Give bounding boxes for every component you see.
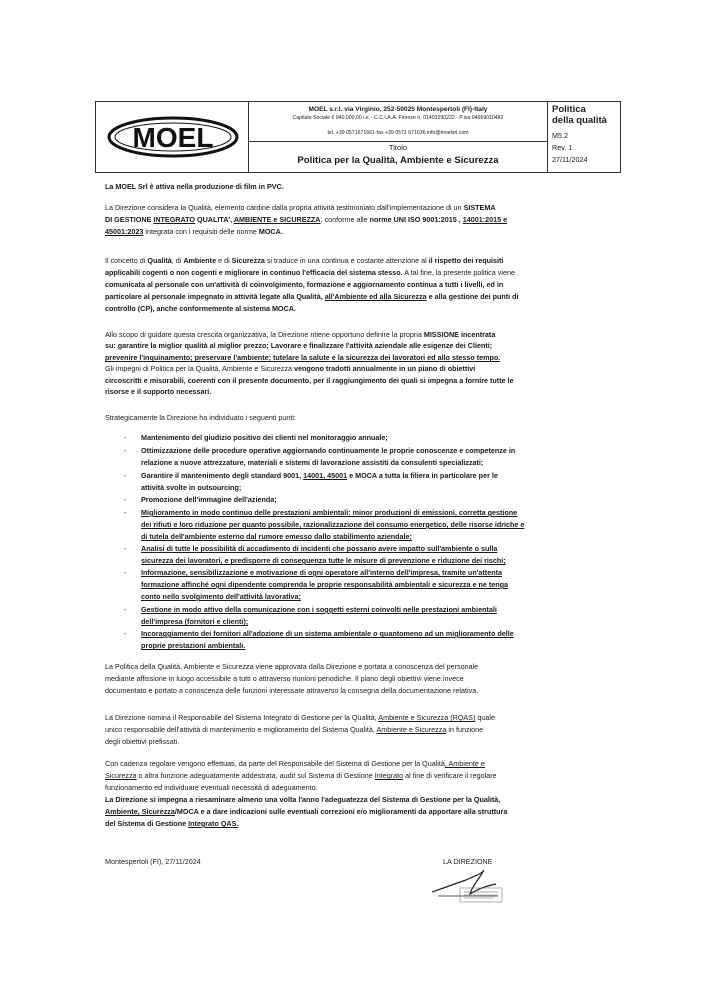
bullet-2-line-2: relazione a nuove attrezzature, materiali e sistemi di lavorazione assistiti da consulenti specializzati; bbox=[141, 458, 484, 467]
p8-line-3: funzionamento ed individuare eventuali necessità di adeguamento. bbox=[105, 783, 318, 792]
document-header bbox=[95, 101, 621, 173]
p4-line-1: Allo scopo di guidare questa crescita organizzativa, la Direzione ritiene opportuno definire la propria MISSIONE incentrata bbox=[105, 330, 496, 339]
title-label: Titolo bbox=[388, 143, 408, 152]
bullet-5-line-3: di tutela dell'ambiente esterno dal rumore emesso dallo stabilimento aziendale; bbox=[141, 532, 412, 541]
signature-stamp bbox=[424, 866, 514, 906]
p8-line-1: Con cadenza regolare vengono effettuati, da parte del Responsabile del Sistema di Gestione per la Qualità, Ambiente e bbox=[105, 759, 485, 768]
logo-text: MOEL bbox=[132, 122, 214, 153]
p3-line-3: comunicata al personale con un'attività di coinvolgimento, formazione e aggiornamento continua a tutti i livelli, ed in bbox=[105, 280, 504, 289]
bullet-3-line-2: attività svolte in outsourcing; bbox=[141, 483, 242, 492]
p6-line-3: documentato e portato a conoscenza delle funzioni interessate attraverso la consegna della documentazione relativa. bbox=[105, 686, 479, 695]
doc-title-1: Politica bbox=[552, 104, 586, 115]
bullet-1-line-1: Mantenimento del giudizio positivo dei clienti nel monitoraggio annuale; bbox=[141, 433, 388, 442]
company-line: MOEL s.r.l. via Virginio, 252-50025 Montespertoli (FI)-Italy bbox=[308, 106, 488, 113]
bullet-dash: - bbox=[124, 605, 127, 614]
p6-line-1: La Politica della Qualità, Ambiente e Sicurezza viene approvata dalla Direzione e portata a conoscenza del personale bbox=[105, 662, 479, 671]
p3-line-2: applicabili cogenti o non cogenti e migliorare in continuo l'efficacia del sistema stesso. A tal fine, la presente politica viene bbox=[105, 268, 515, 277]
contact-line: tel. +39 0571671661-fax +39 0571 671636 info@moelsrl.com bbox=[327, 130, 469, 136]
bullet-dash: - bbox=[124, 544, 127, 553]
logo-cell bbox=[96, 102, 249, 172]
p3-line-4: particolare al personale impegnato in attività legate alla Qualità, all'Ambiente ed alla Sicurezza e alla gestione dei punti di bbox=[105, 292, 519, 301]
intro-paragraph: La MOEL Srl è attiva nella produzione di film in PVC. bbox=[105, 182, 284, 191]
bullet-3-line-1: Garantire il mantenimento degli standard 9001, 14001, 45001 e MOCA a tutta la filiera in particolare per le bbox=[141, 471, 498, 480]
bullet-dash: - bbox=[124, 446, 127, 455]
doc-title-2: della qualità bbox=[552, 115, 607, 126]
p4-line-4: Gli impegni di Politica per la Qualità, Ambiente e Sicurezza vengono tradotti annualmente in un piano di obiettivi bbox=[105, 364, 476, 373]
p7-line-2: unico responsabile dell'attività di mantenimento e miglioramento del Sistema Qualità, Ambiente e Sicurezza in funzione bbox=[105, 725, 484, 734]
doc-type bbox=[552, 104, 620, 126]
p7-line-3: degli obiettivi prefissati. bbox=[105, 737, 180, 746]
header-right bbox=[548, 102, 620, 172]
header-middle bbox=[249, 102, 548, 172]
bullet-8-line-2: dell'impresa (fornitori e clienti); bbox=[141, 617, 249, 626]
bullet-6-line-2: sicurezza dei lavoratori, e predisporre di conseguenza tutte le misure di prevenzione e riduzione dei rischi; bbox=[141, 556, 506, 565]
bullet-dash: - bbox=[124, 433, 127, 442]
p9-line-1: La Direzione si impegna a riesaminare almeno una volta l'anno l'adeguatezza del Sistema di Gestione per la Qualità, bbox=[105, 795, 501, 804]
doc-date: 27/11/2024 bbox=[552, 155, 588, 164]
moel-logo bbox=[106, 116, 240, 158]
bullet-dash: - bbox=[124, 568, 127, 577]
p9-line-2: Ambiente, Sicurezza/MOCA e a dare indicazioni sulle eventuali correzioni e/o miglioramenti da apportare alla struttura bbox=[105, 807, 508, 816]
p4-line-5: circoscritti e misurabili, coerenti con il presente documento, per il raggiungimento dei quali si impegna a fornire tutte le bbox=[105, 376, 514, 385]
p8-line-2: Sicurezza o altra funzione adeguatamente addestrata, audit sul Sistema di Gestione Integrato al fine di verificare il regolare bbox=[105, 771, 497, 780]
bullet-7-line-1: Informazione, sensibilizzazione e motivazione di ogni operatore all'interno dell'impresa, tramite un'attenta bbox=[141, 568, 502, 577]
bullet-5-line-1: Miglioramento in modo continuo delle prestazioni ambientali: minor produzioni di emissioni, corretta gestione bbox=[141, 508, 518, 517]
bullet-dash: - bbox=[124, 495, 127, 504]
p5-paragraph: Strategicamente la Direzione ha individuato i seguenti punti: bbox=[105, 413, 296, 422]
bullet-7-line-2: formazione affinché ogni dipendente comprenda le proprie responsabilità ambientali e sicurezza e ne tenga bbox=[141, 580, 509, 589]
bullet-dash: - bbox=[124, 508, 127, 517]
p3-line-5: controllo (CP), anche conformemente al sistema MOCA. bbox=[105, 304, 296, 313]
p4-line-6: risorse e il supporto necessari. bbox=[105, 387, 212, 396]
header-divider bbox=[249, 141, 547, 142]
bullet-9-line-2: proprie prestazioni ambientali. bbox=[141, 641, 246, 650]
p7-line-1: La Direzione nomina il Responsabile del Sistema Integrato di Gestione per la Qualità, Ambiente e Sicurezza (RQAS) quale bbox=[105, 713, 495, 722]
p4-line-2: su: garantire la miglior qualità al miglior prezzo; Lavorare e finalizzare l'attività aziendale alle esigenze dei Clienti; bbox=[105, 341, 493, 350]
p2-line-3: 45001:2023 integrata con i requisiti delle norme MOCA. bbox=[105, 227, 283, 236]
bullet-9-line-1: Incoraggiamento dei fornitori all'adozione di un sistema ambientale o quantomeno ad un miglioramento delle bbox=[141, 629, 514, 638]
document-title: Politica per la Qualità, Ambiente e Sicurezza bbox=[297, 155, 499, 166]
place-date: Montespertoli (FI), 27/11/2024 bbox=[105, 857, 201, 866]
bullet-6-line-1: Analisi di tutte le possibilità di accadimento di incidenti che possano avere impatto sull'ambiente o sulla bbox=[141, 544, 498, 553]
doc-code: M5.2 bbox=[552, 131, 568, 140]
bullet-5-line-2: dei rifiuti e loro riduzione per quanto possibile, razionalizzazione del consumo energetico, delle risorse idriche e bbox=[141, 520, 525, 529]
bullet-dash: - bbox=[124, 629, 127, 638]
p9-line-3: del Sistema di Gestione Integrato QAS. bbox=[105, 819, 239, 828]
p2-line-1: La Direzione considera la Qualità, elemento cardine dalla propria attività testimoniato dall'implementazione di un SISTEMA bbox=[105, 203, 496, 212]
p3-line-1: Il concetto di Qualità, di Ambiente e di Sicurezza si traduce in una continua e costante attenzione al il rispetto dei requisiti bbox=[105, 256, 504, 265]
revision: Rev. 1 bbox=[552, 143, 573, 152]
p4-line-3: prevenire l'inquinamento; preservare l'ambiente; tutelare la salute e la sicurezza dei lavoratori ed allo stesso tempo. bbox=[105, 353, 501, 362]
bullet-dash: - bbox=[124, 471, 127, 480]
signatory-label: LA DIREZIONE bbox=[443, 857, 493, 866]
capital-line: Capitale Sociale € 940.000,00 i.v. - C.C.I.A.A. Firenze n. 01403290222 - P.iva 04669010482 bbox=[292, 115, 504, 121]
p2-line-2: DI GESTIONE INTEGRATO QUALITA', AMBIENTE e SICUREZZA, conforme alle norme UNI ISO 9001:2015 , 14001:2015 e bbox=[105, 215, 508, 224]
bullet-4-line-1: Promozione dell'immagine dell'azienda; bbox=[141, 495, 277, 504]
bullet-8-line-1: Gestione in modo attivo della comunicazione con i soggetti esterni coinvolti nelle prestazioni ambientali bbox=[141, 605, 497, 614]
bullet-2-line-1: Ottimizzazione delle procedure operative aggiornando continuamente le proprie conoscenze e competenze in bbox=[141, 446, 516, 455]
bullet-7-line-3: conto nello svolgimento dell'attività lavorativa; bbox=[141, 592, 301, 601]
p6-line-2: mediante affissione in luogo accessibile a tutti o attraverso riunioni periodiche. Il piano degli obiettivi viene invece bbox=[105, 674, 464, 683]
